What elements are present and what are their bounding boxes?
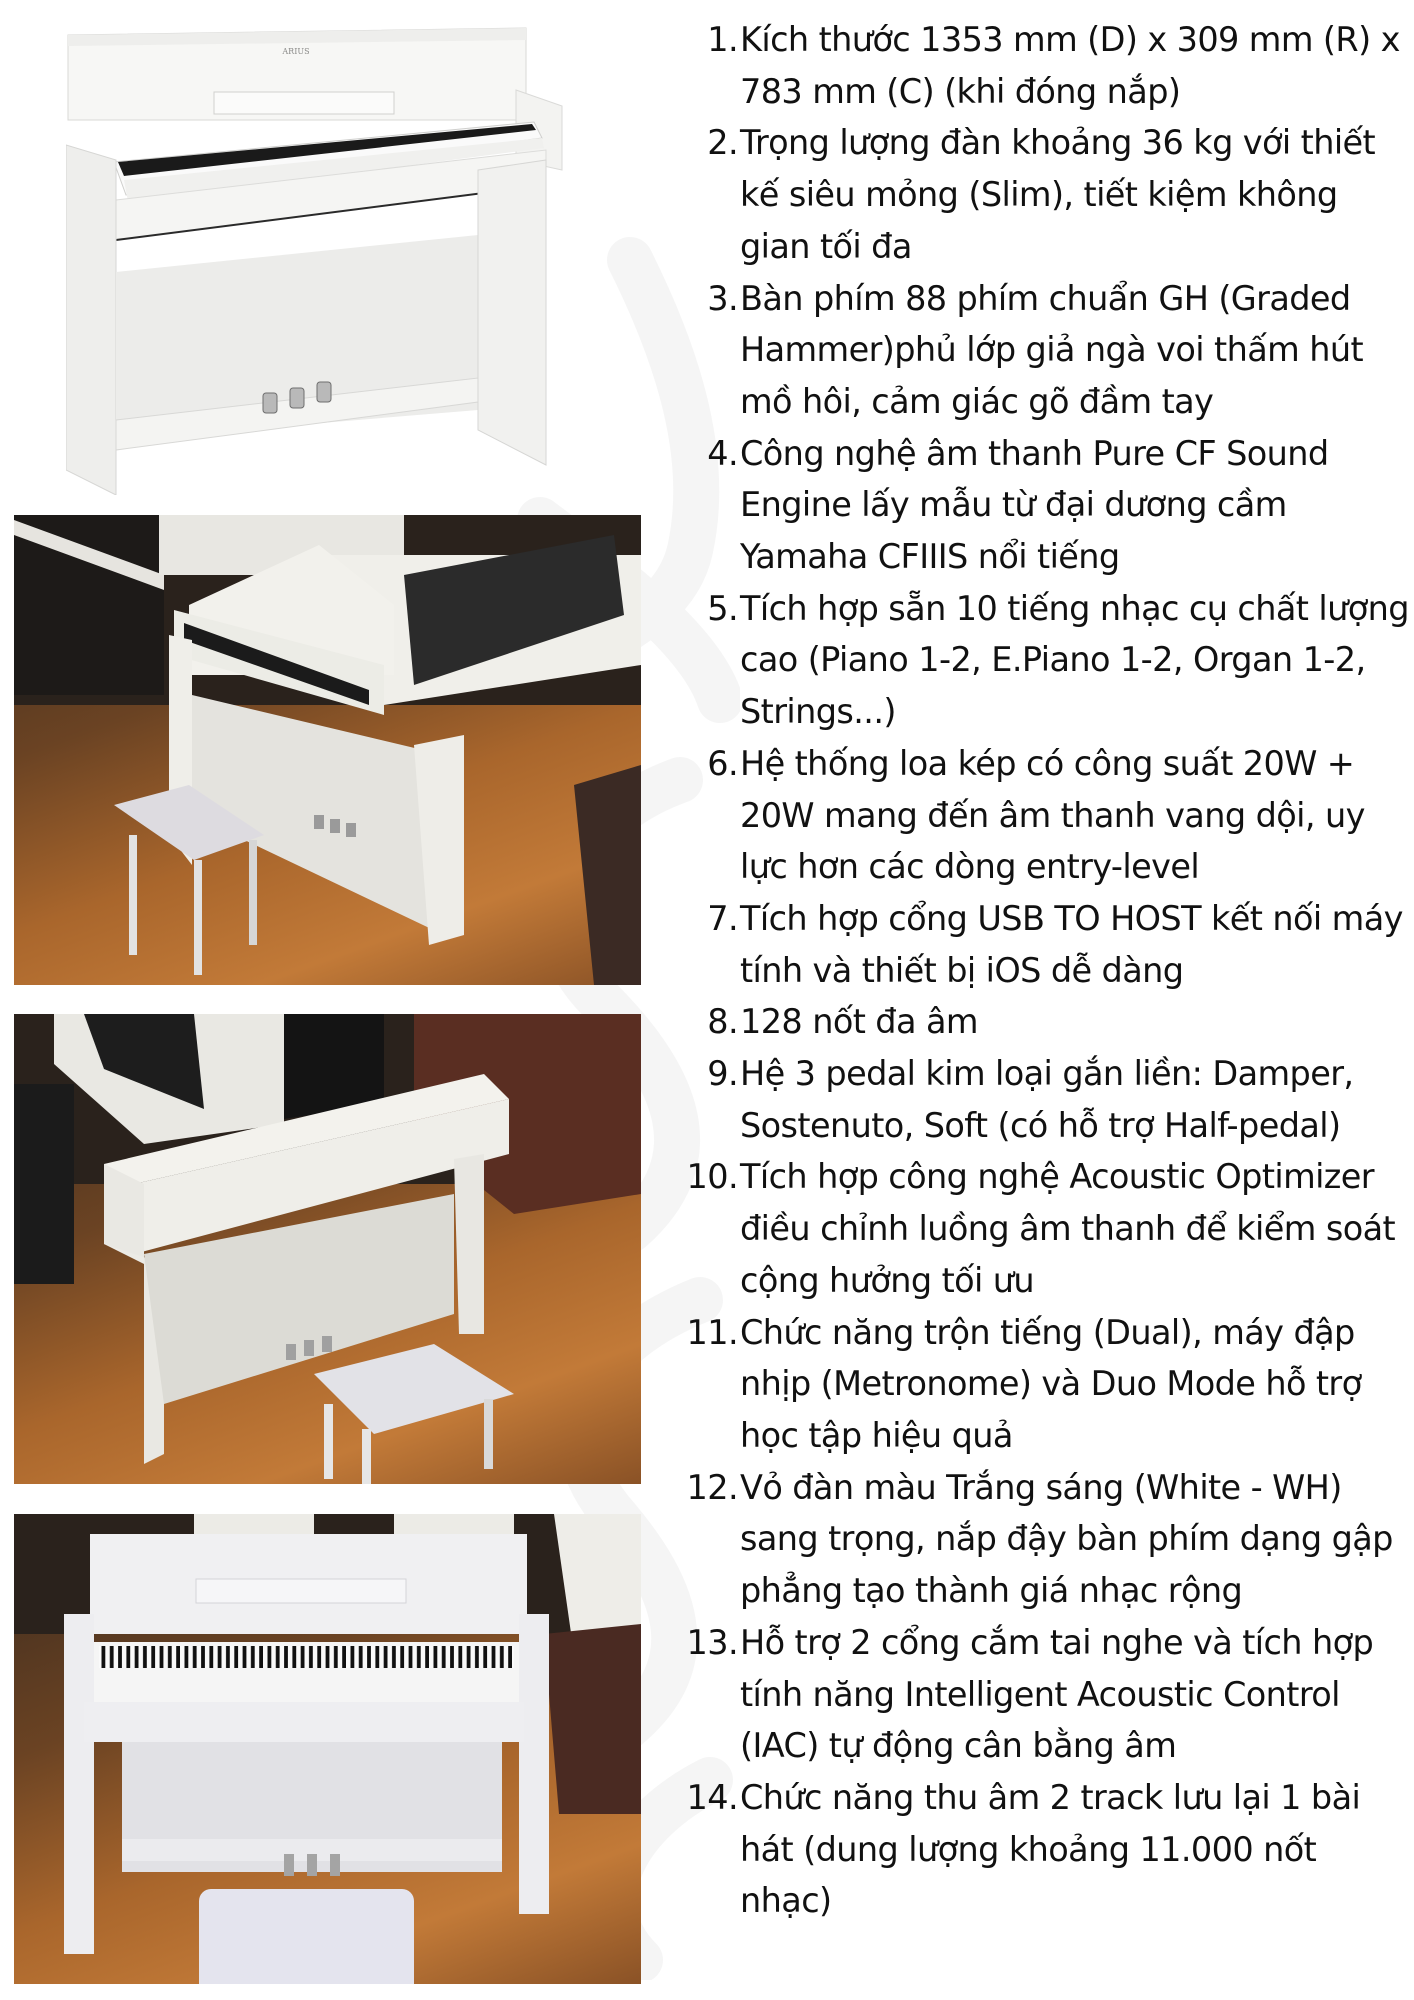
spec-number: 2. (707, 123, 738, 163)
showroom-photo-angled (14, 515, 641, 985)
spec-text: Hệ thống loa kép có công suất 20W + 20W mang đến âm thanh vang dội, uy lực hơn các dòng entry-level (740, 743, 1365, 887)
keyboard-keys (99, 1646, 514, 1668)
spec-number: 7. (707, 898, 738, 938)
arius-logo: ARIUS (282, 47, 310, 56)
spec-text: Kích thước 1353 mm (D) x 309 mm (R) x 783 mm (C) (khi đóng nắp) (740, 20, 1400, 111)
spec-number: 1. (707, 20, 738, 59)
spec-item (682, 14, 1412, 117)
spec-item (682, 117, 1412, 272)
spec-text: Công nghệ âm thanh Pure CF Sound Engine lấy mẫu từ đại dương cầm Yamaha CFIIIS nổi tiếng (740, 433, 1329, 577)
spec-item (682, 996, 1412, 1048)
spec-number: 11. (686, 1312, 738, 1352)
spec-item (682, 1307, 1412, 1462)
spec-list (682, 14, 1412, 1927)
spec-number: 12. (686, 1467, 738, 1507)
showroom-photo-lid-closed (14, 1014, 641, 1484)
spec-number: 8. (707, 1002, 738, 1042)
spec-number: 10. (686, 1157, 738, 1197)
spec-number: 9. (707, 1054, 738, 1094)
spec-item (682, 583, 1412, 738)
spec-item (682, 1151, 1412, 1306)
spec-item (682, 738, 1412, 893)
spec-text: Tích hợp công nghệ Acoustic Optimizer điều chỉnh luồng âm thanh để kiểm soát cộng hưởng tối ưu (740, 1157, 1396, 1300)
spec-item (682, 1772, 1412, 1927)
spec-text: Trọng lượng đàn khoảng 36 kg với thiết kế siêu mỏng (Slim), tiết kiệm không gian tối đa (740, 123, 1376, 266)
spec-item (682, 1048, 1412, 1151)
spec-text: Hệ 3 pedal kim loại gắn liền: Damper, Sostenuto, Soft (có hỗ trợ Half-pedal) (740, 1054, 1354, 1145)
spec-number: 14. (686, 1777, 738, 1817)
spec-item (682, 893, 1412, 996)
product-render-image (66, 10, 626, 495)
showroom-photo-front (14, 1514, 641, 1984)
spec-item (682, 273, 1412, 428)
spec-text: Bàn phím 88 phím chuẩn GH (Graded Hammer)phủ lớp giả ngà voi thấm hút mồ hôi, cảm giác gõ đầm tay (740, 278, 1364, 421)
spec-text: Tích hợp cổng USB TO HOST kết nối máy tính và thiết bị iOS dễ dàng (740, 898, 1403, 990)
spec-number: 3. (707, 278, 738, 318)
spec-item (682, 1617, 1412, 1772)
spec-number: 4. (707, 433, 738, 473)
spec-number: 13. (686, 1622, 738, 1662)
spec-item (682, 1462, 1412, 1617)
spec-text: Chức năng thu âm 2 track lưu lại 1 bài hát (dung lượng khoảng 11.000 nốt nhạc) (740, 1777, 1361, 1921)
spec-number: 5. (707, 588, 738, 628)
spec-text: 128 nốt đa âm (740, 1002, 978, 1042)
spec-text: Hỗ trợ 2 cổng cắm tai nghe và tích hợp tính năng Intelligent Acoustic Control (IAC) tự động cân bằng âm (740, 1622, 1374, 1766)
spec-text: Vỏ đàn màu Trắng sáng (White - WH) sang trọng, nắp đậy bàn phím dạng gập phẳng tạo thành giá nhạc rộng (740, 1467, 1393, 1611)
spec-text: Tích hợp sẵn 10 tiếng nhạc cụ chất lượng cao (Piano 1-2, E.Piano 1-2, Organ 1-2, Strings...) (740, 588, 1409, 732)
spec-item (682, 428, 1412, 583)
spec-number: 6. (707, 743, 738, 783)
spec-text: Chức năng trộn tiếng (Dual), máy đập nhịp (Metronome) và Duo Mode hỗ trợ học tập hiệu quả (740, 1312, 1362, 1455)
